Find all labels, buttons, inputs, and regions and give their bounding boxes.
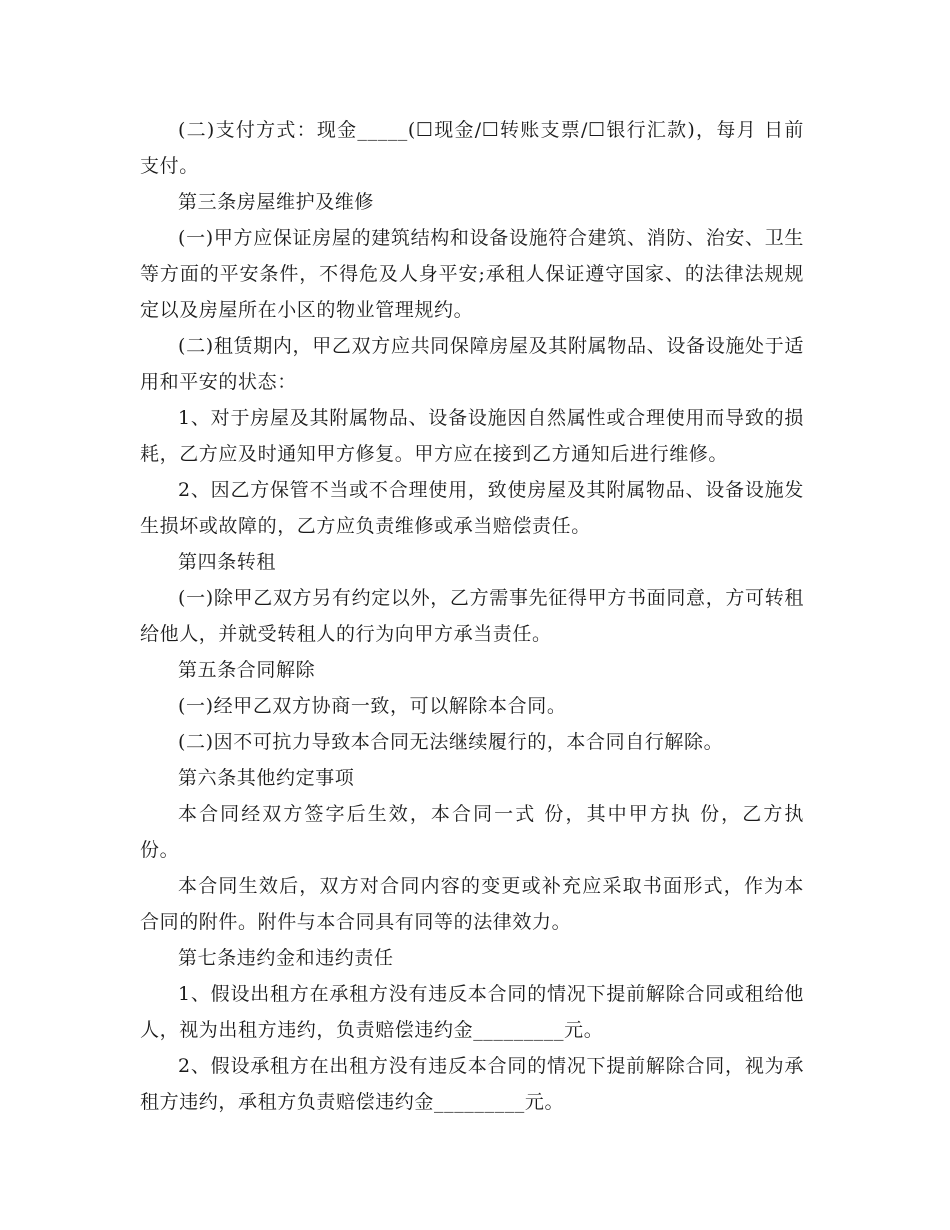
article-5-heading: 第五条合同解除: [178, 659, 316, 681]
article-6-heading: 第六条其他约定事项: [178, 767, 355, 789]
article-7-item-2: 2、假设承租方在出租方没有违反本合同的情况下提前解除合同，视为承租方违约，承租方负责赔偿违约金_________元。: [140, 1055, 804, 1113]
article-4-item-1: (一)除甲乙双方另有约定以外，乙方需事先征得甲方书面同意，方可转租给他人，并就受转租人的行为向甲方承当责任。: [140, 587, 804, 645]
article-5-item-1: (一)经甲乙双方协商一致，可以解除本合同。: [178, 695, 567, 717]
article-3-heading: 第三条房屋维护及维修: [178, 191, 375, 213]
article-3-item-2: (二)租赁期内，甲乙双方应共同保障房屋及其附属物品、设备设施处于适用和平安的状态：: [140, 335, 804, 393]
document-body: [140, 112, 811, 1120]
article-3-subitem-1: 1、对于房屋及其附属物品、设备设施因自然属性或合理使用而导致的损耗，乙方应及时通知甲方修复。甲方应在接到乙方通知后进行维修。: [140, 407, 804, 465]
article-4-heading: 第四条转租: [178, 551, 277, 573]
article-6-copies-clause: 本合同经双方签字后生效，本合同一式 份，其中甲方执 份，乙方执 份。: [140, 803, 811, 861]
article-3-item-1: (一)甲方应保证房屋的建筑结构和设备设施符合建筑、消防、治安、卫生等方面的平安条件，不得危及人身平安;承租人保证遵守国家、的法律法规规定以及房屋所在小区的物业管理规约。: [140, 227, 804, 321]
article-7-item-1: 1、假设出租方在承租方没有违反本合同的情况下提前解除合同或租给他人，视为出租方违约，负责赔偿违约金_________元。: [140, 983, 804, 1041]
article-3-subitem-2: 2、因乙方保管不当或不合理使用，致使房屋及其附属物品、设备设施发生损坏或故障的，乙方应负责维修或承当赔偿责任。: [140, 479, 804, 537]
article-6-amendment-clause: 本合同生效后，双方对合同内容的变更或补充应采取书面形式，作为本合同的附件。附件与本合同具有同等的法律效力。: [140, 875, 804, 933]
article-5-item-2: (二)因不可抗力导致本合同无法继续履行的，本合同自行解除。: [178, 731, 724, 753]
article-7-heading: 第七条违约金和违约责任: [178, 947, 394, 969]
payment-method-clause: (二)支付方式：现金_____(☐现金/☐转账支票/☐银行汇款)，每月 日前支付。: [140, 119, 804, 177]
